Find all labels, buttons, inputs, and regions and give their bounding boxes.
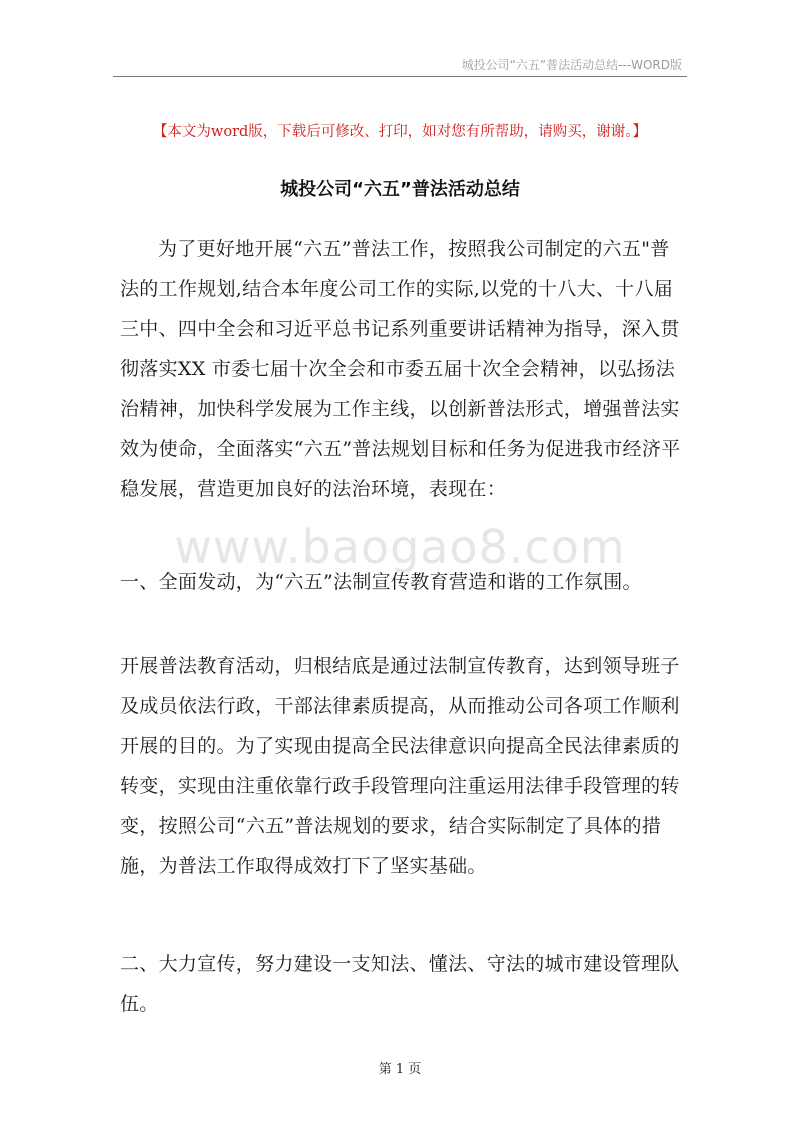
document-title: 城投公司“六五”普法活动总结 [280,179,520,200]
section-2-heading: 二、大力宣传，努力建设一支知法、懂法、守法的城市建设管理队伍。 [120,953,680,1015]
section-1-body: 开展普法教育活动，归根结底是通过法制宣传教育，达到领导班子及成员依法行政，干部法律素质提高，从而推动公司各项工作顺利开展的目的。为了实现由提高全民法律意识向提高全民法律素质的转变，实现由注重依靠行政手段管理向注重运用法律手段管理的转变，按照公司“六五”普法规划的要求，结合实际制定了具体的措施，为普法工作取得成效打下了坚实基础。 [120,655,680,877]
page-number: 第 1 页 [378,1062,422,1077]
section-1-heading: 一、全面发动，为“六五”法制宣传教育营造和谐的工作氛围。 [120,571,642,593]
intro-paragraph: 为了更好地开展“六五”普法工作，按照我公司制定的六五"普法的工作规划,结合本年度公司工作的实际,以党的十八大、十八届三中、四中全会和习近平总书记系列重要讲话精神为指导，深入贯彻落实XX 市委七届十次全会和市委五届十次全会精神，以弘扬法治精神，加快科学发展为工作主线，以创新普法形式，增强普法实效为使命，全面落实“六五”普法规划目标和任务为促进我市经济平稳发展，营造更加良好的法治环境，表现在： [120,238,681,500]
running-header: 城投公司“六五”普法活动总结---WORD版 [461,58,682,72]
watermark: www.baogao8.com [174,520,626,574]
header-rule [113,76,687,77]
purchase-notice: 【本文为word版，下载后可修改、打印，如对您有所帮助，请购买，谢谢。】 [152,124,648,140]
